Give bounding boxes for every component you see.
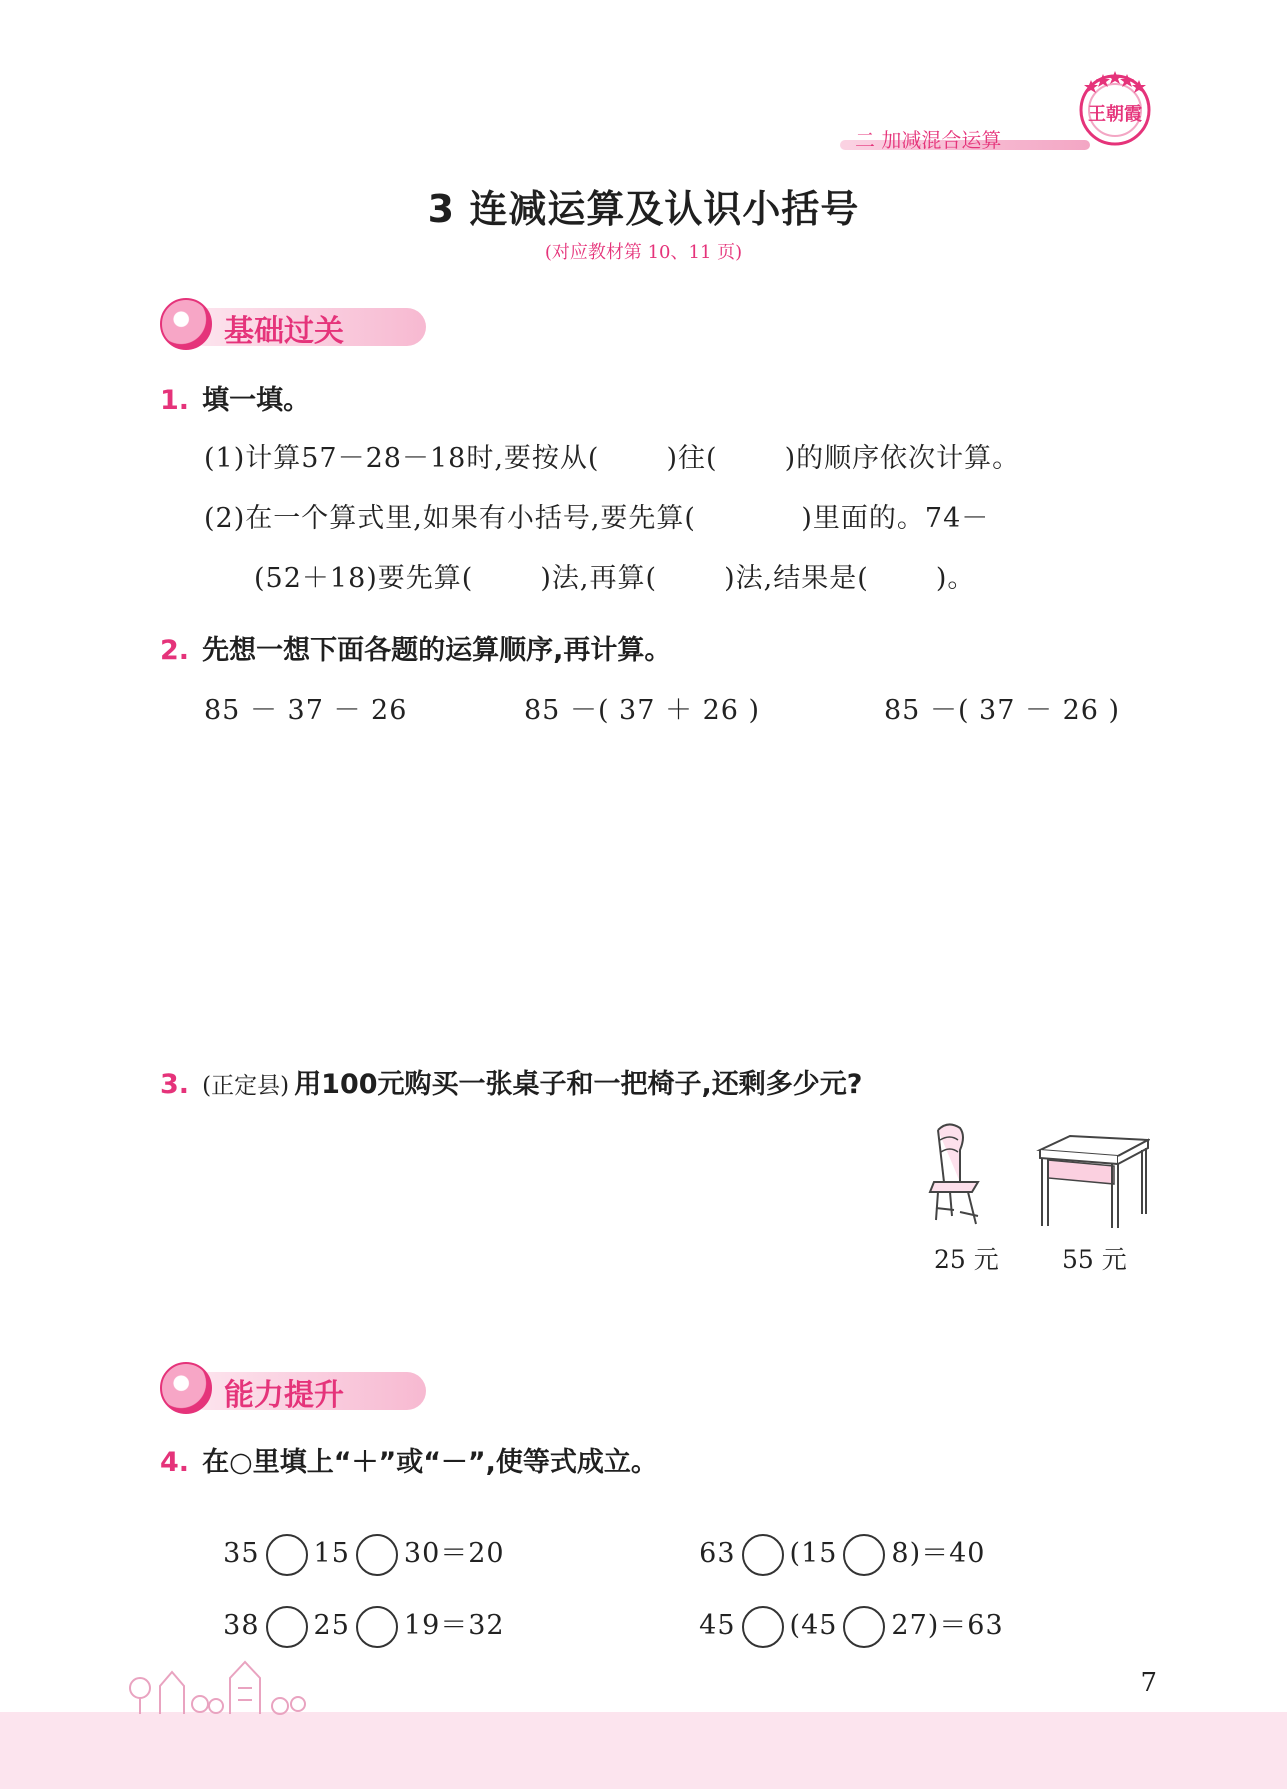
q2-expression-2: 85 －( 37 ＋ 26 ) xyxy=(524,695,761,726)
question-3 xyxy=(160,1062,862,1101)
operator-circle[interactable] xyxy=(356,1534,398,1576)
q4-equation-3 xyxy=(204,1572,505,1648)
q2-expression-3: 85 －( 37 － 26 ) xyxy=(884,695,1121,726)
question-2 xyxy=(160,628,671,667)
q1-line-1: (1)计算57－28－18时,要按从( )往( )的顺序依次计算。 xyxy=(204,443,1021,474)
question-number: 2. xyxy=(160,635,190,666)
operator-circle[interactable] xyxy=(266,1606,308,1648)
desk-price: 55 元 xyxy=(1062,1245,1127,1274)
section-banner-basic xyxy=(160,298,460,350)
question-number: 3. xyxy=(160,1069,190,1100)
question-number: 4. xyxy=(160,1447,190,1478)
question-prompt: 先想一想下面各题的运算顺序,再计算。 xyxy=(202,635,672,666)
question-prompt: 在○里填上“＋”或“－”,使等式成立。 xyxy=(202,1447,658,1478)
operand: 30＝20 xyxy=(403,1538,505,1569)
medal-icon xyxy=(160,1362,212,1414)
operand: (45 xyxy=(789,1610,838,1641)
q4-equation-4 xyxy=(680,1572,1004,1648)
region-tag: (正定县) xyxy=(202,1073,290,1099)
q4-equation-2 xyxy=(680,1500,986,1576)
chair-price: 25 元 xyxy=(934,1245,999,1274)
operand: 35 xyxy=(223,1538,260,1569)
footer-band xyxy=(0,1712,1287,1789)
question-number: 1. xyxy=(160,385,190,416)
lesson-subtitle: (对应教材第 10、11 页) xyxy=(544,242,743,263)
operand: 25 xyxy=(313,1610,350,1641)
section-label: 能力提升 xyxy=(224,1378,344,1413)
question-prompt: 填一填。 xyxy=(202,385,311,416)
q4-equation-1 xyxy=(204,1500,505,1576)
operator-circle[interactable] xyxy=(356,1606,398,1648)
operator-circle[interactable] xyxy=(742,1534,784,1576)
operand: 15 xyxy=(313,1538,350,1569)
operator-circle[interactable] xyxy=(266,1534,308,1576)
q1-line-3: (52＋18)要先算( )法,再算( )法,结果是( )。 xyxy=(254,563,976,594)
operand: 8)＝40 xyxy=(891,1538,986,1569)
operator-circle[interactable] xyxy=(742,1606,784,1648)
desk-icon xyxy=(1030,1130,1150,1230)
publisher-logo xyxy=(1075,68,1155,148)
q2-expression-1: 85 － 37 － 26 xyxy=(204,695,408,726)
operand: 38 xyxy=(223,1610,260,1641)
operator-circle[interactable] xyxy=(843,1606,885,1648)
question-prompt: 用100元购买一张桌子和一把椅子,还剩多少元? xyxy=(294,1069,863,1100)
chair-icon xyxy=(920,1120,1000,1230)
operand: 63 xyxy=(699,1538,736,1569)
operand: (15 xyxy=(789,1538,838,1569)
medal-icon xyxy=(160,298,212,350)
lesson-title: 3 连减运算及认识小括号 xyxy=(427,187,860,231)
castle-decoration-icon xyxy=(120,1648,320,1718)
section-banner-advanced xyxy=(160,1362,460,1414)
question-4 xyxy=(160,1440,658,1479)
section-label: 基础过关 xyxy=(224,314,344,349)
operand: 27)＝63 xyxy=(891,1610,1004,1641)
chapter-title: 二 加减混合运算 xyxy=(855,128,1002,152)
page-number: 7 xyxy=(1140,1668,1157,1698)
logo-text: 王朝霞 xyxy=(1088,104,1142,125)
question-1 xyxy=(160,378,310,417)
operator-circle[interactable] xyxy=(843,1534,885,1576)
operand: 45 xyxy=(699,1610,736,1641)
q1-line-2: (2)在一个算式里,如果有小括号,要先算( )里面的。74－ xyxy=(204,503,990,534)
operand: 19＝32 xyxy=(403,1610,505,1641)
